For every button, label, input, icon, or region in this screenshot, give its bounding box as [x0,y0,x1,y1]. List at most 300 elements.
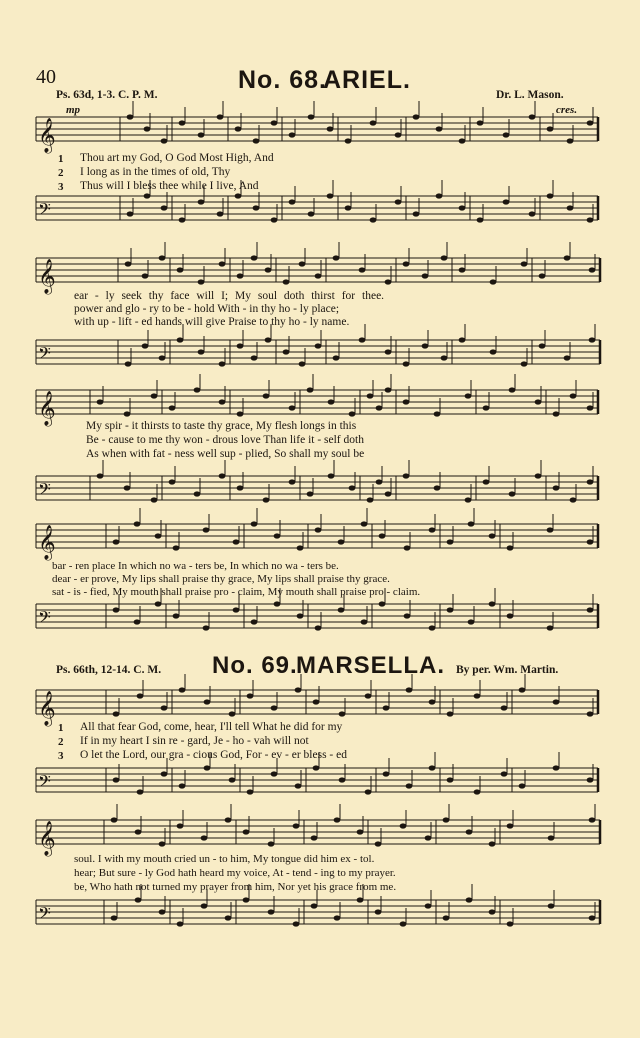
note-head [501,771,508,776]
note-head [299,361,306,366]
note-head [219,361,226,366]
note-head [477,217,484,222]
note-head [268,909,275,914]
lyric-line: dear - er prove, My lips shall praise thy grace, My lips shall praise thy grace. [52,573,390,585]
note-head [357,897,364,902]
note-head [134,619,141,624]
note-head [403,361,410,366]
note-head [403,473,410,478]
note-head [142,343,149,348]
note-head [521,361,528,366]
note-head [441,255,448,260]
hymn-69-title: MARSELLA. [296,652,445,679]
treble-clef-icon: 𝄞 [38,259,56,294]
note-head [274,533,281,538]
note-head [468,521,475,526]
note-head [263,393,270,398]
note-head [429,765,436,770]
note-head [237,411,244,416]
note-head [334,915,341,920]
lyric-line: bar - ren place In which no wa - ters be, In which no wa - ters be. [52,560,339,572]
note-head [539,273,546,278]
note-head [425,903,432,908]
note-head [125,361,132,366]
note-head [161,138,168,143]
note-head [268,841,275,846]
lyric-line: I long as in the times of old, Thy [80,166,231,178]
note-head [177,267,184,272]
note-head [159,909,166,914]
note-head [589,817,596,822]
note-head [179,120,186,125]
note-head [465,393,472,398]
note-head [113,777,120,782]
note-head [365,789,372,794]
note-head [376,479,383,484]
note-head [547,527,554,532]
note-head [477,120,484,125]
hymn-68-meter: Ps. 63d, 1-3. C. P. M. [56,89,158,101]
treble-clef-icon: 𝄞 [38,691,56,726]
note-head [345,138,352,143]
note-head [395,199,402,204]
note-head [447,607,454,612]
note-head [359,267,366,272]
note-head [507,823,514,828]
lyric-line: with up - lift - ed hands will give Praise to thy ho - ly name. [74,316,350,328]
note-head [465,497,472,502]
note-head [295,687,302,692]
note-head [251,619,258,624]
note-head [489,533,496,538]
note-head [179,217,186,222]
lyric-line: ear - ly seek thy face will I; My soul doth thirst for thee. [74,290,385,302]
note-head [459,267,466,272]
note-head [361,521,368,526]
note-head [308,211,315,216]
note-head [436,193,443,198]
note-head [289,479,296,484]
note-head [589,267,596,272]
note-head [359,337,366,342]
note-head [338,539,345,544]
bass-clef-icon: 𝄢 [38,903,51,927]
note-head [225,915,232,920]
note-head [403,261,410,266]
note-head [459,337,466,342]
note-head [413,114,420,119]
staff [36,460,598,503]
hymn-68-title: ARIEL. [323,66,411,94]
note-head [436,126,443,131]
note-head [395,132,402,137]
note-head [198,132,205,137]
note-head [263,497,270,502]
note-head [219,473,226,478]
note-head [177,921,184,926]
note-head [400,823,407,828]
note-head [265,267,272,272]
note-head [219,399,226,404]
staff [36,508,598,561]
note-head [345,205,352,210]
note-head [235,193,242,198]
note-head [159,355,166,360]
note-head [127,114,134,119]
lyric-line: If in my heart I sin re - gard, Je - ho - vah will not [80,735,309,747]
note-head [111,817,118,822]
verse-number: 3 [58,750,64,762]
dynamic-mp: mp [66,104,81,116]
note-head [570,497,577,502]
note-head [113,711,120,716]
note-head [159,841,166,846]
note-head [297,545,304,550]
note-head [334,817,341,822]
verse-number: 2 [58,736,64,748]
note-head [490,349,497,354]
note-head [155,601,162,606]
note-head [217,211,224,216]
note-head [474,693,481,698]
staff [36,804,600,857]
bass-clef-icon: 𝄢 [38,771,51,795]
bass-clef-icon: 𝄢 [38,199,51,223]
note-head [194,387,201,392]
note-head [519,783,526,788]
lyric-line: power and glo - ry to be - hold With - in thy ho - ly place; [74,303,340,315]
hymn-68-number: No. 68. [238,66,327,94]
note-head [217,114,224,119]
note-head [447,711,454,716]
note-head [198,199,205,204]
note-head [441,355,448,360]
note-head [375,909,382,914]
note-head [201,903,208,908]
note-head [265,337,272,342]
note-head [587,711,594,716]
note-head [311,903,318,908]
lyric-line: soul. I with my mouth cried un - to him, My tongue did him ex - tol. [74,853,375,865]
note-head [338,607,345,612]
note-head [151,497,158,502]
treble-clef-icon: 𝄞 [38,525,56,560]
note-head [311,835,318,840]
note-head [519,687,526,692]
bass-clef-icon: 𝄢 [38,479,51,503]
note-head [203,527,210,532]
note-head [219,261,226,266]
note-head [201,835,208,840]
note-head [125,261,132,266]
note-head [293,921,300,926]
note-head [144,193,151,198]
lyric-line: My spir - it thirsts to taste thy grace, My flesh longs in this [86,420,357,432]
note-head [169,405,176,410]
note-head [434,485,441,490]
note-head [247,789,254,794]
note-head [307,387,314,392]
note-head [251,355,258,360]
note-head [406,783,413,788]
note-head [251,521,258,526]
note-head [429,527,436,532]
note-head [203,625,210,630]
note-head [307,491,314,496]
note-head [315,625,322,630]
note-head [587,777,594,782]
note-head [507,613,514,618]
note-head [271,120,278,125]
note-head [587,479,594,484]
note-head [589,337,596,342]
note-head [367,393,374,398]
treble-clef-icon: 𝄞 [38,118,56,153]
note-head [587,539,594,544]
note-head [204,699,211,704]
note-head [159,255,166,260]
note-head [328,473,335,478]
note-head [271,705,278,710]
note-head [483,405,490,410]
note-head [553,765,560,770]
note-head [308,114,315,119]
note-head [379,601,386,606]
note-head [587,120,594,125]
note-head [361,619,368,624]
note-head [177,337,184,342]
note-head [293,823,300,828]
note-head [243,897,250,902]
note-head [529,114,536,119]
staff [36,324,600,367]
note-head [327,126,334,131]
note-head [483,479,490,484]
note-head [385,279,392,284]
note-head [357,829,364,834]
note-head [370,217,377,222]
note-head [490,279,497,284]
note-head [283,279,290,284]
lyric-line: be, Who hath not turned my prayer from him, Nor yet his grace from me. [74,881,397,893]
note-head [113,539,120,544]
note-head [468,619,475,624]
note-head [379,533,386,538]
verse-number: 1 [58,153,64,165]
note-head [127,211,134,216]
hymn-69-composer: By per. Wm. Martin. [456,664,559,676]
note-head [297,613,304,618]
note-head [507,545,514,550]
note-head [144,126,151,131]
note-head [385,491,392,496]
note-head [521,261,528,266]
note-head [422,343,429,348]
note-head [289,132,296,137]
note-head [327,193,334,198]
note-head [313,765,320,770]
note-head [283,349,290,354]
page-number: 40 [36,66,56,88]
note-head [198,349,205,354]
note-head [328,399,335,404]
note-head [315,343,322,348]
note-head [553,411,560,416]
note-head [161,771,168,776]
note-head [589,915,596,920]
note-head [295,783,302,788]
note-head [503,132,510,137]
note-head [365,693,372,698]
lyric-line: sat - is - fied, My mouth shall praise pro - claim, My mouth shall praise pro - claim. [52,586,421,598]
note-head [173,613,180,618]
note-head [194,491,201,496]
note-head [274,601,281,606]
note-head [383,705,390,710]
note-head [179,783,186,788]
note-head [466,897,473,902]
note-head [509,387,516,392]
note-head [271,217,278,222]
note-head [169,479,176,484]
lyric-line: Thou art my God, O God Most High, And [80,152,274,164]
treble-clef-icon: 𝄞 [38,391,56,426]
note-head [315,527,322,532]
lyric-line: Thus will I bless thee while I live, And [80,180,259,192]
note-head [564,255,571,260]
note-head [289,405,296,410]
note-head [243,829,250,834]
note-head [247,693,254,698]
note-head [233,607,240,612]
note-head [349,485,356,490]
note-head [459,205,466,210]
note-head [447,539,454,544]
note-head [489,909,496,914]
verse-number: 3 [58,181,64,193]
note-head [548,903,555,908]
note-head [253,138,260,143]
note-head [376,405,383,410]
note-head [124,485,131,490]
note-head [173,545,180,550]
note-head [547,193,554,198]
treble-clef-icon: 𝄞 [38,821,56,856]
hymn-69-meter: Ps. 66th, 12-14. C. M. [56,664,162,676]
note-head [570,393,577,398]
hymn-69-number: No. 69. [212,652,298,679]
note-head [422,273,429,278]
lyric-line: All that fear God, come, hear, I'll tell What he did for my [80,721,343,733]
note-head [400,921,407,926]
note-head [434,411,441,416]
note-head [134,521,141,526]
note-head [547,625,554,630]
staff [36,101,598,154]
note-head [509,491,516,496]
note-head [564,355,571,360]
note-head [313,699,320,704]
note-head [553,485,560,490]
note-head [137,693,144,698]
note-head [271,771,278,776]
verse-number: 1 [58,722,64,734]
note-head [333,355,340,360]
note-head [315,273,322,278]
note-head [137,789,144,794]
note-head [237,485,244,490]
note-head [587,607,594,612]
note-head [237,273,244,278]
note-head [204,765,211,770]
note-head [535,399,542,404]
note-head [229,777,236,782]
note-head [406,687,413,692]
note-head [429,699,436,704]
lyric-line: Be - cause to me thy won - drous love Than life it - self doth [86,434,364,446]
note-head [370,120,377,125]
hymn-68-composer: Dr. L. Mason. [496,89,564,101]
note-head [251,255,258,260]
note-head [413,211,420,216]
note-head [503,199,510,204]
note-head [225,817,232,822]
note-head [198,279,205,284]
note-head [349,411,356,416]
note-head [404,545,411,550]
note-head [587,405,594,410]
note-head [425,835,432,840]
note-head [235,126,242,131]
note-head [97,399,104,404]
note-head [339,711,346,716]
note-head [135,897,142,902]
verse-number: 2 [58,167,64,179]
note-head [539,343,546,348]
note-head [403,399,410,404]
note-head [567,138,574,143]
note-head [587,217,594,222]
note-head [489,841,496,846]
note-head [151,393,158,398]
note-head [111,915,118,920]
note-head [142,273,149,278]
note-head [385,349,392,354]
note-head [429,625,436,630]
lyric-line: O let the Lord, our gra - cious God, For - ev - er bless - ed [80,749,347,761]
note-head [299,261,306,266]
note-head [135,829,142,834]
staff [36,242,600,295]
note-head [535,473,542,478]
note-head [289,199,296,204]
note-head [161,705,168,710]
note-head [97,473,104,478]
staff [36,674,598,727]
lyric-line: hear; But sure - ly God hath heard my voice, At - tend - ing to my prayer. [74,867,396,879]
note-head [375,841,382,846]
note-head [333,255,340,260]
note-head [567,205,574,210]
note-head [177,823,184,828]
note-head [385,387,392,392]
note-head [501,705,508,710]
note-head [548,835,555,840]
note-head [529,211,536,216]
note-head [233,539,240,544]
note-head [489,601,496,606]
note-head [447,777,454,782]
